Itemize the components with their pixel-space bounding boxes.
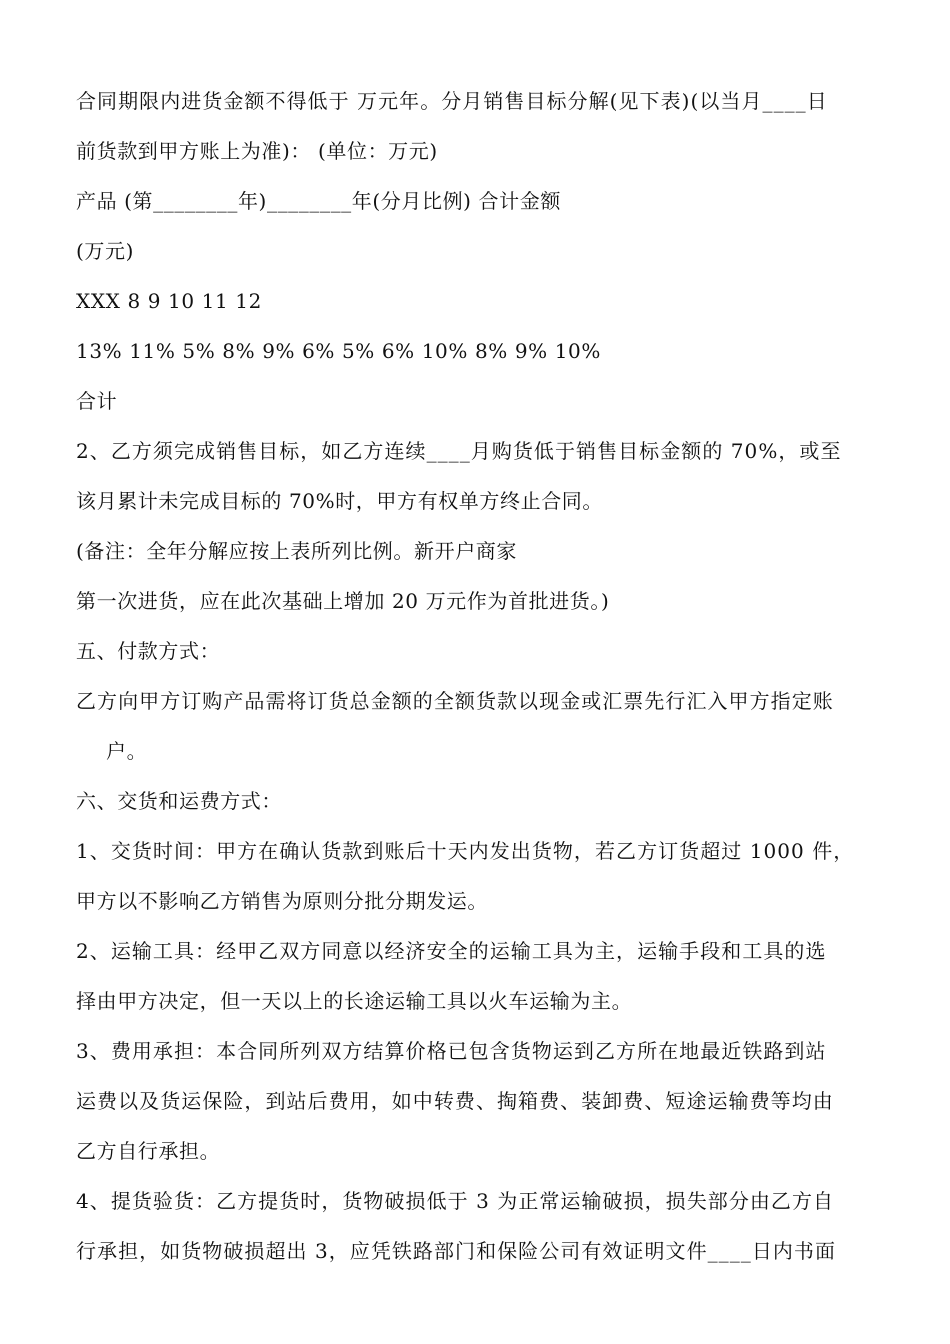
text-line-15: 六、交货和运费方式： [76,789,282,813]
text-line-4: (万元) [76,239,135,263]
text-line-16: 1、交货时间：甲方在确认货款到账后十天内发出货物，若乙方订货超过 1000 件， [76,839,855,863]
text-line-17: 甲方以不影响乙方销售为原则分批分期发运。 [76,889,488,913]
text-line-6: 13% 11% 5% 8% 9% 6% 5% 6% 10% 8% 9% 10% [76,339,601,363]
text-line-1: 合同期限内进货金额不得低于 万元年。分月销售目标分解(见下表)(以当月____日 [76,89,828,113]
text-line-9: 该月累计未完成目标的 70%时，甲方有权单方终止合同。 [76,489,604,513]
text-line-12: 五、付款方式： [76,639,221,663]
text-line-14: 户。 [106,739,148,763]
text-line-10: (备注：全年分解应按上表所列比例。新开户商家 [76,539,518,563]
text-line-18: 2、运输工具：经甲乙双方同意以经济安全的运输工具为主，运输手段和工具的选 [76,939,827,963]
text-line-13: 乙方向甲方订购产品需将订货总金额的全额货款以现金或汇票先行汇入甲方指定账 [76,689,834,713]
text-line-5: XXX 8 9 10 11 12 [76,289,262,313]
text-line-24: 行承担，如货物破损超出 3，应凭铁路部门和保险公司有效证明文件____日内书面 [76,1239,837,1263]
text-line-3: 产品 (第________年)________年(分月比例) 合计金额 [76,189,561,213]
text-line-7: 合计 [76,389,118,413]
text-line-21: 运费以及货运保险，到站后费用，如中转费、掏箱费、装卸费、短途运输费等均由 [76,1089,834,1113]
text-line-19: 择由甲方决定，但一天以上的长途运输工具以火车运输为主。 [76,989,633,1013]
text-line-22: 乙方自行承担。 [76,1139,221,1163]
text-line-2: 前货款到甲方账上为准)： (单位：万元) [76,139,438,163]
text-line-20: 3、费用承担：本合同所列双方结算价格已包含货物运到乙方所在地最近铁路到站 [76,1039,827,1063]
text-line-23: 4、提货验货：乙方提货时，货物破损低于 3 为正常运输破损，损失部分由乙方自 [76,1189,835,1213]
text-line-11: 第一次进货，应在此次基础上增加 20 万元作为首批进货。) [76,589,610,613]
text-line-8: 2、乙方须完成销售目标，如乙方连续____月购货低于销售目标金额的 70%，或至 [76,439,842,463]
